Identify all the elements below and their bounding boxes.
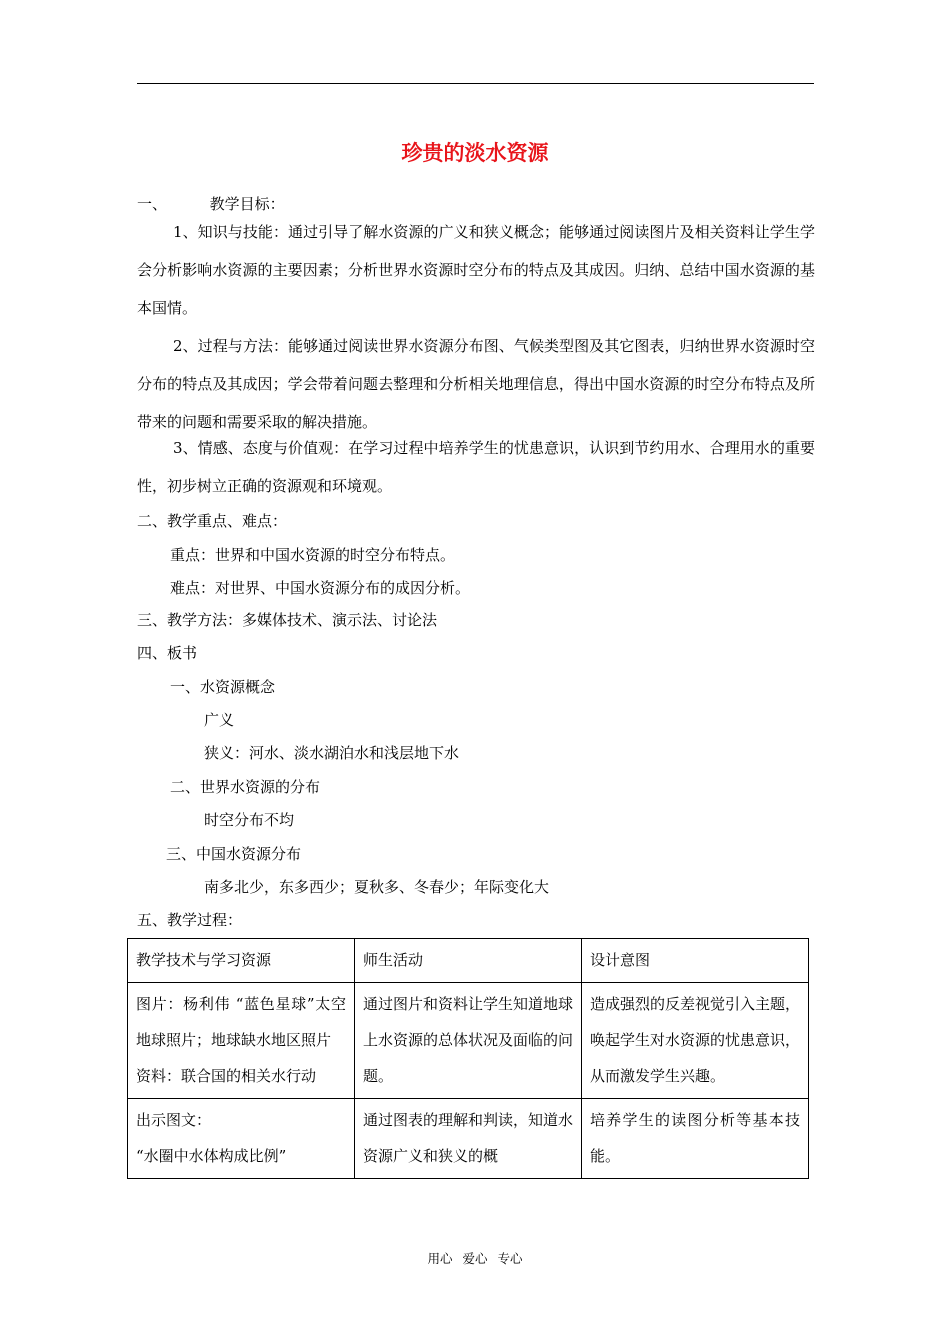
header-rule — [137, 83, 814, 84]
table-header: 教学技术与学习资源 — [128, 939, 355, 983]
board-heading-china: 三、中国水资源分布 — [166, 845, 302, 863]
board-item-broad: 广义 — [204, 711, 235, 729]
section-heading-board: 四、板书 — [137, 644, 198, 662]
section-heading-key-points: 二、教学重点、难点： — [137, 512, 288, 530]
section-heading-process: 五、教学过程： — [137, 911, 243, 929]
teaching-process-table — [127, 938, 809, 1179]
section-heading-methods: 三、教学方法：多媒体技术、演示法、讨论法 — [137, 611, 438, 629]
document-title: 珍贵的淡水资源 — [401, 141, 549, 165]
objective-process: 2、过程与方法：能够通过阅读世界水资源分布图、气候类型图及其它图表，归纳世界水资源时空分布的特点及其成因；学会带着问题去整理和分析相关地理信息，得出中国水资源的时空分布特点及所带来的问题和需要采取的解决措施。 — [137, 337, 815, 431]
table-row — [128, 983, 809, 1099]
table-cell-activity: 通过图表的理解和判读，知道水资源广义和狭义的概 — [355, 1099, 582, 1179]
table-header-row — [128, 939, 809, 983]
page-footer: 用心 爱心 专心 — [427, 1251, 523, 1266]
section-label: 教学目标： — [209, 195, 285, 213]
board-item-world: 时空分布不均 — [204, 811, 295, 829]
board-item-china: 南多北少，东多西少；夏秋多、冬春少；年际变化大 — [204, 878, 550, 896]
table-cell-intent: 造成强烈的反差视觉引入主题，唤起学生对水资源的忧患意识，从而激发学生兴趣。 — [582, 983, 809, 1099]
board-heading-concept: 一、水资源概念 — [170, 678, 276, 696]
table-header: 师生活动 — [355, 939, 582, 983]
table-cell-activity: 通过图片和资料让学生知道地球上水资源的总体状况及面临的问题。 — [355, 983, 582, 1099]
objective-emotion: 3、情感、态度与价值观：在学习过程中培养学生的忧患意识，认识到节约用水、合理用水的重要性，初步树立正确的资源观和环境观。 — [137, 439, 815, 495]
section-heading-objectives — [137, 194, 285, 214]
table-cell-intent: 培养学生的读图分析等基本技能。 — [582, 1099, 809, 1179]
table-row — [128, 1099, 809, 1179]
section-number: 一、 — [137, 195, 168, 213]
board-heading-world: 二、世界水资源的分布 — [170, 778, 321, 796]
difficult-point: 难点：对世界、中国水资源分布的成因分析。 — [170, 579, 471, 597]
key-point: 重点：世界和中国水资源的时空分布特点。 — [170, 546, 456, 564]
table-cell-resources: 图片：杨利伟 “蓝色星球”太空地球照片；地球缺水地区照片 资料：联合国的相关水行动 — [128, 983, 355, 1099]
table-header: 设计意图 — [582, 939, 809, 983]
table-cell-resources: 出示图文： “水圈中水体构成比例” — [128, 1099, 355, 1179]
board-item-narrow: 狭义：河水、淡水湖泊水和浅层地下水 — [204, 744, 460, 762]
objective-knowledge: 1、知识与技能：通过引导了解水资源的广义和狭义概念；能够通过阅读图片及相关资料让学生学会分析影响水资源的主要因素；分析世界水资源时空分布的特点及其成因。归纳、总结中国水资源的基本国情。 — [137, 223, 815, 317]
